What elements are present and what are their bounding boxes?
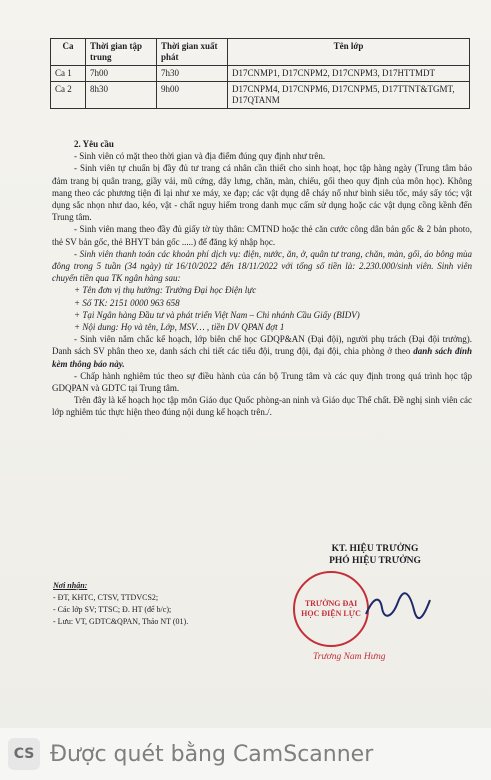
handwritten-signature bbox=[362, 590, 432, 622]
requirements-section bbox=[52, 138, 472, 419]
cell-class-names: D17CNMP1, D17CNPM2, D17CNPM3, D17HTTMDT bbox=[228, 66, 470, 82]
cell-depart-time: 7h30 bbox=[157, 66, 228, 82]
cell-shift: Ca 2 bbox=[51, 82, 86, 109]
cell-gather-time: 8h30 bbox=[86, 82, 157, 109]
cell-depart-time: 9h00 bbox=[157, 82, 228, 109]
scanner-watermark-text: Được quét bằng CamScanner bbox=[50, 741, 374, 767]
bank-beneficiary: + Tên đơn vị thụ hưởng: Trường Đại học Điện lực bbox=[74, 285, 257, 296]
table-row bbox=[51, 66, 470, 82]
table-row bbox=[51, 82, 470, 109]
requirement-attendance: - Sinh viên có mặt theo thời gian và địa điểm đúng quy định như trên. bbox=[74, 151, 326, 162]
scanner-footer bbox=[0, 728, 491, 780]
requirements-heading: 2. Yêu cầu bbox=[74, 139, 114, 149]
shift-schedule-table bbox=[50, 38, 470, 109]
signature-line-1: KT. HIỆU TRƯỞNG bbox=[331, 544, 419, 554]
signer-name: Trương Nam Hưng bbox=[313, 652, 386, 662]
signature-line-2: PHÓ HIỆU TRƯỞNG bbox=[329, 556, 421, 566]
official-stamp bbox=[293, 571, 369, 647]
requirement-belongings: - Sinh viên tự chuẩn bị đầy đủ tư trang cá nhân cần thiết cho sinh hoạt, học tập hàng ngày (Trung tâm bảo đảm trang bị quân trang, giầy vải, mũ cứng, dây lưng, chăn, màn, chiếu, gối theo quy định của môn học). Không mang theo các phương tiện đi lại như xe máy, xe đạp; các vật dụng dễ cháy nổ như bình siêu tốc, máy sấy tóc; vật dụng sắc nhọn như dao, kéo, vật - chất nguy hiểm trong danh mục cấm sử dụng hoặc các vật dụng cồng kềnh đến Trung tâm. bbox=[52, 163, 472, 223]
cell-gather-time: 7h00 bbox=[86, 66, 157, 82]
recipient-item: - ĐT, KHTC, CTSV, TTDVCS2; bbox=[53, 593, 159, 602]
cell-class-names: D17CNPM4, D17CNPM6, D17CNPM5, D17TTNT&TGMT, D17QTANM bbox=[228, 82, 470, 109]
signature-title-block bbox=[290, 543, 460, 567]
cell-shift: Ca 1 bbox=[51, 66, 86, 82]
requirement-fees: - Sinh viên thanh toán các khoản phí dịch vụ: điện, nước, ăn, ở, quân tư trang, chăn, màn, gối, áo bông mùa đông trong 5 tuần (34 ngày) từ 16/10/2022 đến 18/11/2022 với tổng số tiền là: 2.230.000/sinh viên. Sinh viên chuyển tiền qua TK ngân hàng sau: bbox=[52, 248, 472, 284]
recipient-item: - Các lớp SV; TTSC; Đ. HT (để b/c); bbox=[53, 605, 172, 614]
recipients-block bbox=[53, 580, 273, 628]
closing-statement: Trên đây là kế hoạch học tập môn Giáo dục Quốc phòng-an ninh và Giáo dục Thể chất. Đề nghị sinh viên các lớp nghiêm túc thực hiện theo đúng nội dung kế hoạch trên./. bbox=[52, 395, 472, 418]
requirement-compliance: - Chấp hành nghiêm túc theo sự điều hành của cán bộ Trung tâm và các quy định trong quá trình học tập GDQPAN và GDTC tại Trung tâm. bbox=[52, 370, 472, 394]
table-header-row bbox=[51, 39, 470, 66]
requirement-plan-text: - Sinh viên nắm chắc kế hoạch, lớp biên chế học GDQP&AN (Đại đội), người phụ trách (Đại đội trưởng). Danh sách SV phân theo xe, danh sách chi tiết các tiểu đội, trung đội, đại đội, chia phòng ở theo bbox=[52, 334, 472, 357]
transfer-content: + Nội dung: Họ và tên, Lớp, MSV… , tiền DV QPAN đợt 1 bbox=[74, 322, 285, 333]
header-class-names: Tên lớp bbox=[228, 39, 470, 66]
requirement-plan bbox=[52, 333, 472, 370]
bank-account-number: + Số TK: 2151 0000 963 658 bbox=[74, 297, 180, 308]
header-gather-time: Thời gian tập trung bbox=[86, 39, 157, 66]
recipient-item: - Lưu: VT, GDTC&QPAN, Thảo NT (01). bbox=[53, 617, 189, 626]
bank-name: + Tại Ngân hàng Đầu tư và phát triển Việt Nam – Chi nhánh Cầu Giấy (BIDV) bbox=[74, 309, 360, 320]
stamp-text: TRƯỜNG ĐẠI HỌC ĐIỆN LỰC bbox=[301, 599, 361, 618]
header-depart-time: Thời gian xuất phát bbox=[157, 39, 228, 66]
camscanner-logo-icon: CS bbox=[8, 738, 40, 770]
attached-list-note: danh sách đính kèm thông báo này. bbox=[52, 346, 472, 369]
header-shift: Ca bbox=[51, 39, 86, 66]
recipients-title: Nơi nhận: bbox=[53, 581, 88, 590]
requirement-documents: - Sinh viên mang theo đầy đủ giấy tờ tùy thân: CMTND hoặc thẻ căn cước công dân bản gốc & 2 bản photo, thẻ SV bản gốc, thẻ BHYT bản gốc .....) để đăng ký nhập học. bbox=[52, 224, 472, 247]
